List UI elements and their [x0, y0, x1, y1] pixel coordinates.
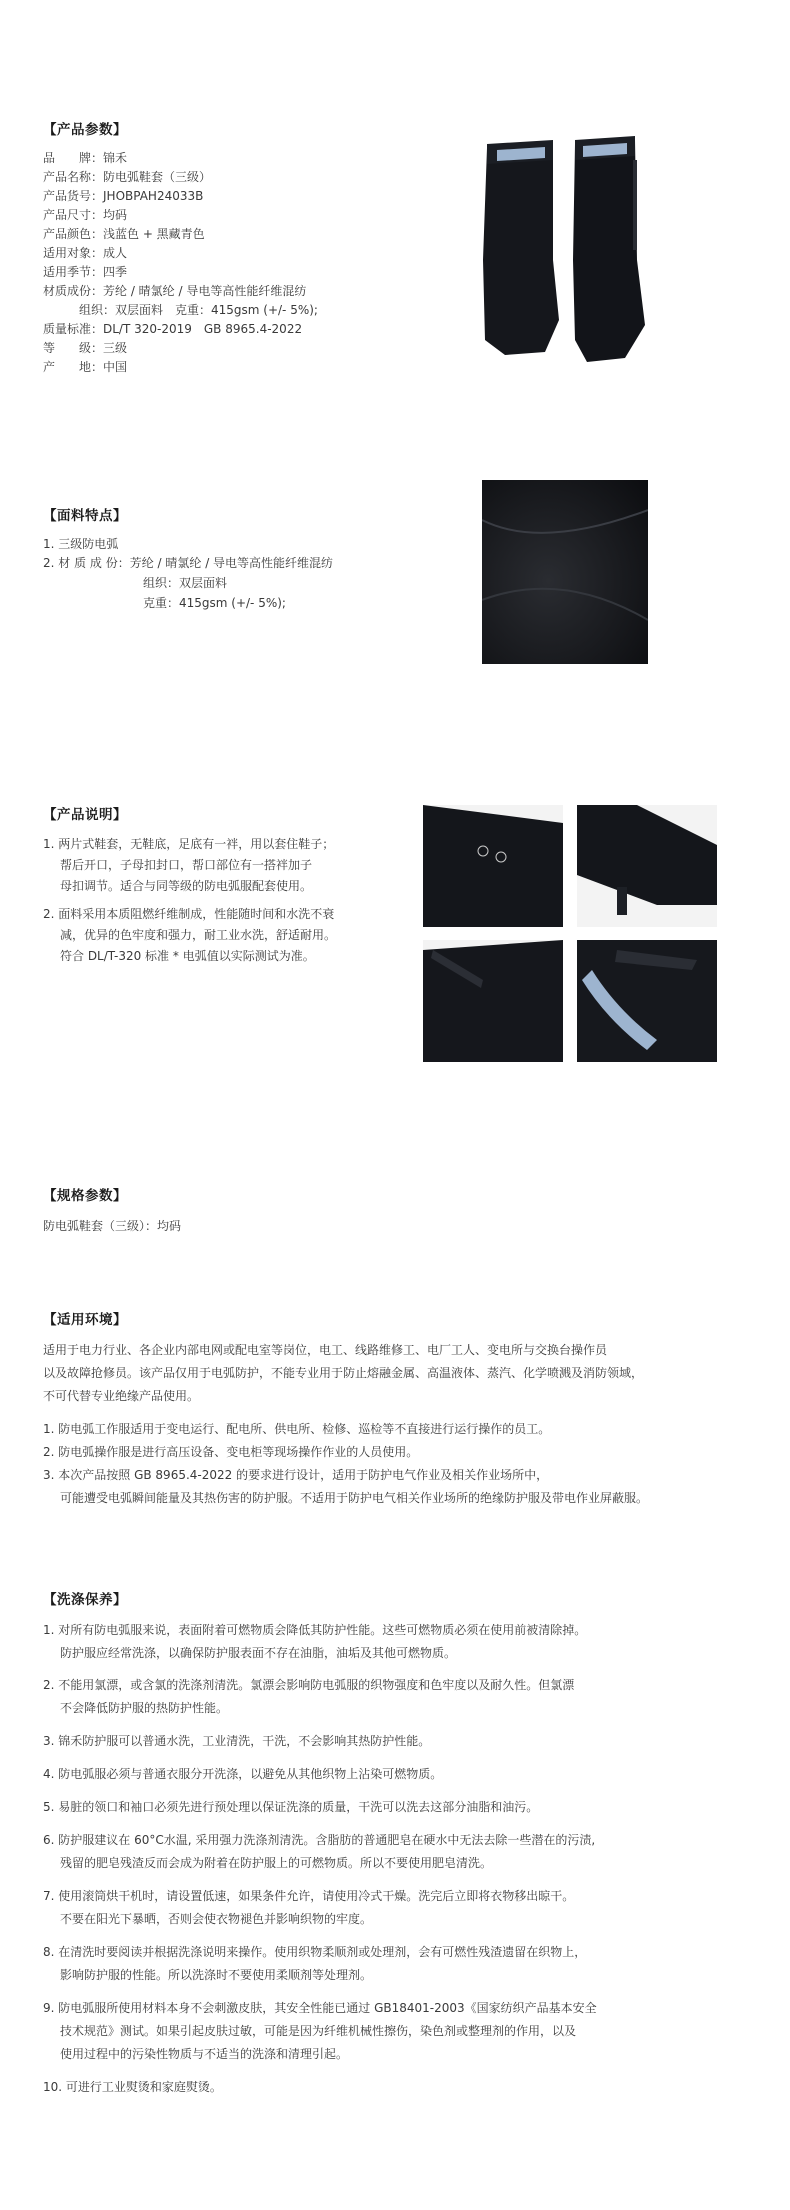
env-line-7: 可能遭受电弧瞬间能量及其热伤害的防护服。不适用于防护电气相关作业场所的绝缘防护服及带电作业屏蔽服。 — [60, 1491, 649, 1505]
param-sku: 产品货号：JHOBPAH24033B — [43, 189, 204, 203]
care-line-6: 4. 防电弧服必须与普通衣服分开洗涤，以避免从其他织物上沾染可燃物质。 — [43, 1767, 443, 1781]
care-line-7: 5. 易脏的领口和袖口必须先进行预处理以保证洗涤的质量，干洗可以洗去这部分油脂和油污。 — [43, 1800, 539, 1814]
desc-line-6: 符合 DL/T-320 标准 * 电弧值以实际测试为准。 — [60, 949, 315, 963]
param-grade: 等 级：三级 — [43, 341, 128, 355]
param-brand: 品 牌：锦禾 — [43, 151, 128, 165]
care-line-2: 防护服应经常洗涤，以确保防护服表面不存在油脂，油垢及其他可燃物质。 — [60, 1646, 457, 1660]
env-line-1: 适用于电力行业、各企业内部电网或配电室等岗位，电工、线路维修工、电厂工人、变电所与交换台操作员 — [43, 1343, 608, 1357]
section-title-care: 【洗涤保养】 — [43, 1592, 127, 1608]
section-title-params: 【产品参数】 — [43, 122, 127, 138]
param-season: 适用季节：四季 — [43, 265, 128, 279]
fabric-line-4: 克重：415gsm (+/- 5%); — [143, 596, 286, 610]
fabric-line-1: 1. 三级防电弧 — [43, 537, 119, 551]
param-target: 适用对象：成人 — [43, 246, 128, 260]
desc-line-4: 2. 面料采用本质阻燃纤维制成，性能随时间和水洗不衰 — [43, 907, 335, 921]
env-line-6: 3. 本次产品按照 GB 8965.4-2022 的要求进行设计，适用于防护电气作业及相关作业场所中， — [43, 1468, 549, 1482]
env-line-3: 不可代替专业绝缘产品使用。 — [43, 1389, 200, 1403]
product-photo — [475, 130, 665, 375]
detail-logo-photo — [423, 805, 563, 927]
spec-line-1: 防电弧鞋套（三级）：均码 — [43, 1219, 182, 1233]
care-line-11: 不要在阳光下暴晒，否则会使衣物褪色并影响织物的牢度。 — [60, 1912, 373, 1926]
desc-line-1: 1. 两片式鞋套，无鞋底，足底有一袢，用以套住鞋子； — [43, 837, 335, 851]
care-line-8: 6. 防护服建议在 60°C水温, 采用强力洗涤剂清洗。含脂肪的普通肥皂在硬水中无法去除一些潜在的污渍, — [43, 1833, 596, 1847]
care-line-4: 不会降低防护服的热防护性能。 — [60, 1701, 229, 1715]
care-line-16: 使用过程中的污染性物质与不适当的洗涤和清理引起。 — [60, 2047, 349, 2061]
section-title-spec: 【规格参数】 — [43, 1188, 127, 1204]
param-color: 产品颜色：浅蓝色 + 黑藏青色 — [43, 227, 205, 241]
param-size: 产品尺寸：均码 — [43, 208, 128, 222]
param-origin: 产 地：中国 — [43, 360, 128, 374]
fabric-line-3: 组织：双层面料 — [143, 576, 228, 590]
param-material: 材质成份：芳纶 / 晴氯纶 / 导电等高性能纤维混纺 — [43, 284, 307, 298]
section-title-desc: 【产品说明】 — [43, 807, 127, 823]
detail-opening-photo — [423, 940, 563, 1062]
desc-line-3: 母扣调节。适合与同等级的防电弧服配套使用。 — [60, 879, 313, 893]
env-line-5: 2. 防电弧操作服是进行高压设备、变电柜等现场操作作业的人员使用。 — [43, 1445, 419, 1459]
care-line-15: 技术规范》测试。如果引起皮肤过敏，可能是因为纤维机械性擦伤，染色剂或整理剂的作用，以及 — [60, 2024, 577, 2038]
care-line-10: 7. 使用滚筒烘干机时，请设置低速，如果条件允许，请使用冷式干燥。洗完后立即将衣物移出晾干。 — [43, 1889, 575, 1903]
care-line-5: 3. 锦禾防护服可以普通水洗，工业清洗，干洗，不会影响其热防护性能。 — [43, 1734, 431, 1748]
section-title-fabric: 【面料特点】 — [43, 508, 127, 524]
care-line-1: 1. 对所有防电弧服来说，表面附着可燃物质会降低其防护性能。这些可燃物质必须在使用前被清除掉。 — [43, 1623, 587, 1637]
care-line-12: 8. 在清洗时要阅读并根据洗涤说明来操作。使用织物柔顺剂或处理剂，会有可燃性残渣遗留在织物上， — [43, 1945, 587, 1959]
desc-line-2: 帮后开口，子母扣封口，帮口部位有一搭袢加子 — [60, 858, 313, 872]
care-line-3: 2. 不能用氯漂，或含氯的洗涤剂清洗。氯漂会影响防电弧服的织物强度和色牢度以及耐久性。但氯漂 — [43, 1678, 575, 1692]
care-line-9: 残留的肥皂残渣反而会成为附着在防护服上的可燃物质。所以不要使用肥皂清洗。 — [60, 1856, 493, 1870]
detail-lining-photo — [577, 940, 717, 1062]
section-title-env: 【适用环境】 — [43, 1312, 127, 1328]
env-line-2: 以及故障抢修员。该产品仅用于电弧防护，不能专业用于防止熔融金属、高温液体、蒸汽、化学喷溅及消防领域， — [43, 1366, 644, 1380]
care-line-14: 9. 防电弧服所使用材料本身不会刺激皮肤，其安全性能已通过 GB18401-2003《国家纺织产品基本安全 — [43, 2001, 597, 2015]
fabric-line-2: 2. 材 质 成 份：芳纶 / 晴氯纶 / 导电等高性能纤维混纺 — [43, 556, 334, 570]
env-line-4: 1. 防电弧工作服适用于变电运行、配电所、供电所、检修、巡检等不直接进行运行操作的员工。 — [43, 1422, 551, 1436]
param-standard: 质量标准：DL/T 320-2019 GB 8965.4-2022 — [43, 322, 303, 336]
desc-line-5: 减，优异的色牢度和强力，耐工业水洗，舒适耐用。 — [60, 928, 337, 942]
param-name: 产品名称：防电弧鞋套（三级） — [43, 170, 212, 184]
param-structure: 组织：双层面料 克重：415gsm (+/- 5%); — [43, 303, 318, 317]
care-line-13: 影响防护服的性能。所以洗涤时不要使用柔顺剂等处理剂。 — [60, 1968, 373, 1982]
care-line-17: 10. 可进行工业熨烫和家庭熨烫。 — [43, 2080, 222, 2094]
fabric-swatch-photo — [482, 480, 648, 664]
detail-strap-photo — [577, 805, 717, 927]
